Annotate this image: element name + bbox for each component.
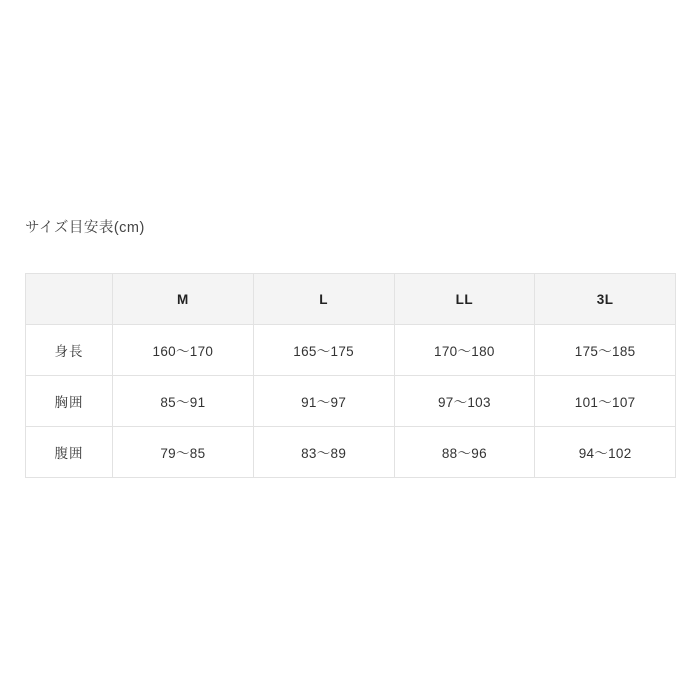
cell-chest-m: 85〜91 [113,376,254,427]
table-row [26,325,676,376]
size-chart-table [25,273,676,478]
column-header-l: L [253,274,394,325]
cell-waist-ll: 88〜96 [394,427,535,478]
table-row [26,427,676,478]
cell-waist-m: 79〜85 [113,427,254,478]
cell-waist-3l: 94〜102 [535,427,676,478]
cell-chest-l: 91〜97 [253,376,394,427]
table-header [26,274,676,325]
cell-height-m: 160〜170 [113,325,254,376]
cell-chest-ll: 97〜103 [394,376,535,427]
table-body [26,325,676,478]
row-label-chest: 胸囲 [26,376,113,427]
cell-waist-l: 83〜89 [253,427,394,478]
table-corner-cell [26,274,113,325]
cell-height-l: 165〜175 [253,325,394,376]
size-chart-caption: サイズ目安表(cm) [25,220,145,236]
column-header-m: M [113,274,254,325]
table-header-row [26,274,676,325]
cell-height-ll: 170〜180 [394,325,535,376]
cell-chest-3l: 101〜107 [535,376,676,427]
column-header-ll: LL [394,274,535,325]
row-label-height: 身長 [26,325,113,376]
table-row [26,376,676,427]
row-label-waist: 腹囲 [26,427,113,478]
column-header-3l: 3L [535,274,676,325]
cell-height-3l: 175〜185 [535,325,676,376]
